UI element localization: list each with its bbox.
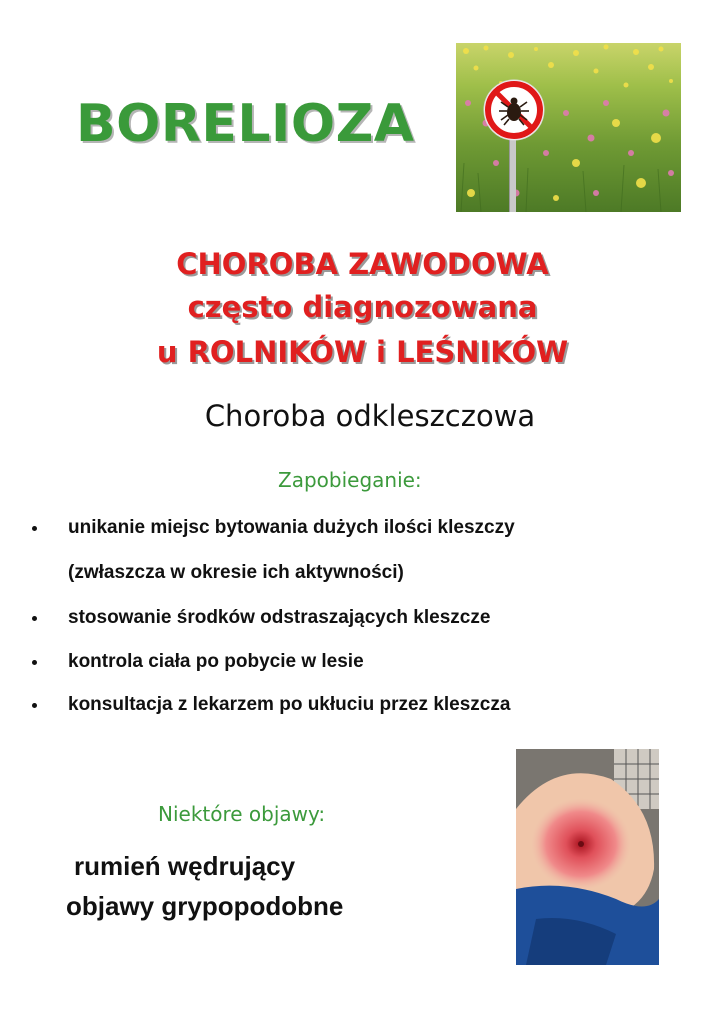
page-title: BORELIOZA — [76, 94, 415, 154]
subtitle: Choroba odkleszczowa — [204, 399, 536, 433]
bullet-icon — [32, 526, 37, 531]
headline-line-1: CHOROBA ZAWODOWA — [176, 247, 549, 281]
bullet-icon — [32, 703, 37, 708]
bullet-icon — [32, 660, 37, 665]
symptoms-heading: Niektóre objawy: — [158, 802, 326, 826]
headline-line-2: często diagnozowana — [187, 290, 538, 324]
prevention-heading: Zapobieganie: — [278, 468, 422, 492]
headline-line-3: u ROLNIKÓW i LEŚNIKÓW — [156, 335, 569, 369]
tick-warning-sign-icon — [483, 79, 545, 141]
sign-pole — [509, 134, 516, 212]
symptom-item: rumień wędrujący — [74, 851, 296, 881]
erythema-rash-photo — [516, 749, 659, 965]
symptom-item: objawy grypopodobne — [66, 891, 344, 921]
bullet-icon — [32, 616, 37, 621]
